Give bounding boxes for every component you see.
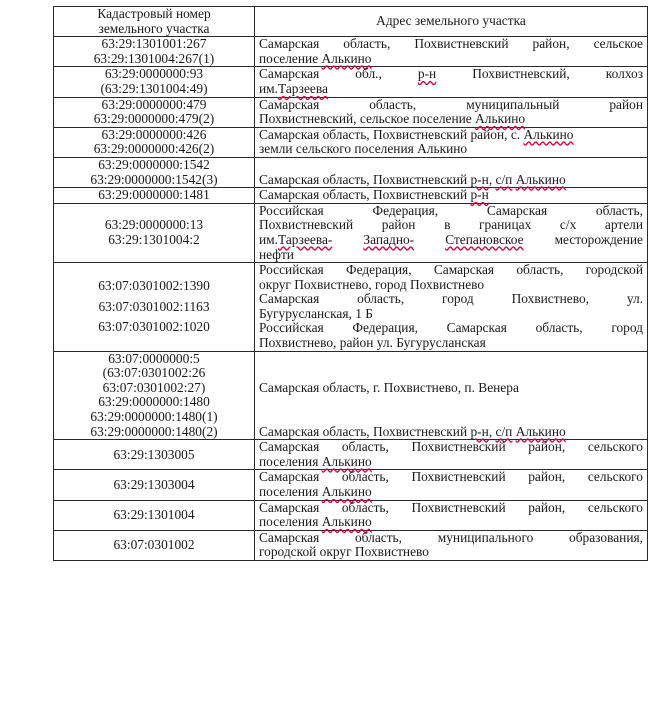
address-cell: Самарская область, муниципального образования, городской округ Похвистнево: [255, 530, 648, 560]
address-cell: Самарская область, г. Похвистнево, п. Венера Самарская область, Похвистневский р-н, с/п Алькино: [255, 351, 648, 440]
cadastral-number-cell: 63:29:0000000:1481: [54, 188, 255, 204]
table-row: [54, 127, 648, 157]
underlined-word: Алькино: [321, 453, 372, 469]
underlined-word: с/п: [495, 423, 513, 439]
underlined-word: Алькино: [321, 50, 372, 66]
address-cell: Самарская область, Похвистневский р-н, с/п Алькино: [255, 157, 648, 187]
underlined-word: Алькино: [515, 423, 566, 439]
address-cell: Российская Федерация, Самарская область, городской округ Похвистнево, город Похвистнево Самарская область, город Похвистнево, ул. Бугурусланская, 1 Б Российская Федерация, Самарская область, город Похвистнево, район ул. Бугурусланская: [255, 263, 648, 352]
address-cell: Самарская область, Похвистневский район, сельского поселения Алькино: [255, 470, 648, 500]
table-row: [54, 203, 648, 262]
table-row: [54, 157, 648, 187]
underlined-word: р-н: [470, 171, 489, 187]
underlined-word: р-н: [417, 66, 437, 82]
cadastral-number-cell: 63:07:0301002:1390 63:07:0301002:1163 63:07:0301002:1020: [54, 263, 255, 352]
cadastral-number-cell: 63:29:0000000:93 (63:29:1301004:49): [54, 67, 255, 97]
address-cell: Самарская область, Похвистневский район, с. Алькино земли сельского поселения Алькино: [255, 127, 648, 157]
cadastral-number-cell: 63:29:0000000:13 63:29:1301004:2: [54, 203, 255, 262]
table-row: [54, 263, 648, 352]
table-row: [54, 470, 648, 500]
address-cell: Самарская область, Похвистневский р-н: [255, 188, 648, 204]
cadastral-table: [53, 6, 648, 561]
cadastral-number-cell: 63:29:1303004: [54, 470, 255, 500]
table-row: [54, 351, 648, 440]
underlined-word: Алькино: [523, 126, 574, 142]
table-row: [54, 37, 648, 67]
table-row: [54, 440, 648, 470]
underlined-word: Алькино: [321, 484, 372, 499]
cadastral-number-cell: 63:07:0301002: [54, 530, 255, 560]
address-cell: Самарская область, муниципальный район Похвистневский, сельское поселение Алькино: [255, 97, 648, 127]
cadastral-number-cell: 63:07:0000000:5 (63:07:0301002:26 63:07:0301002:27) 63:29:0000000:1480 63:29:0000000:1480(1) 63:29:0000000:1480(2): [54, 351, 255, 440]
underlined-word: Алькино: [475, 111, 526, 127]
cadastral-number-cell: 63:29:0000000:426 63:29:0000000:426(2): [54, 127, 255, 157]
header-row: [54, 7, 648, 37]
cadastral-number-cell: 63:29:1301001:267 63:29:1301004:267(1): [54, 37, 255, 67]
underlined-word: с/п: [495, 171, 513, 187]
underlined-word: р-н: [470, 423, 489, 439]
header-address: Адрес земельного участка: [255, 7, 648, 37]
address-cell: Самарская область, Похвистневский район, сельское поселение Алькино: [255, 37, 648, 67]
address-cell: Самарская область, Похвистневский район, сельского поселения Алькино: [255, 500, 648, 530]
table-row: [54, 500, 648, 530]
underlined-word: Тарзеева: [278, 80, 328, 96]
cadastral-number-cell: 63:29:0000000:479 63:29:0000000:479(2): [54, 97, 255, 127]
underlined-word: Степановское: [445, 231, 524, 247]
address-cell: Самарская обл., р-н Похвистневский, колхоз им.Тарзеева: [255, 67, 648, 97]
cadastral-number-cell: 63:29:1303005: [54, 440, 255, 470]
underlined-word: Тарзеева-: [278, 231, 333, 247]
cadastral-number-cell: 63:29:1301004: [54, 500, 255, 530]
address-cell: Российская Федерация, Самарская область, Похвистневский район в границах с/х артели им.Тарзеева- Западно- Степановское месторождение нефти: [255, 203, 648, 262]
cadastral-number-cell: 63:29:0000000:1542 63:29:0000000:1542(3): [54, 157, 255, 187]
table-row: [54, 97, 648, 127]
underlined-word: р-н: [470, 187, 489, 203]
underlined-word: Алькино: [321, 514, 372, 530]
underlined-word: Западно-: [363, 231, 415, 247]
address-cell: Самарская область, Похвистневский район, сельского поселения Алькино: [255, 440, 648, 470]
table-row: [54, 530, 648, 560]
table-row: [54, 188, 648, 204]
underlined-word: Алькино: [515, 171, 566, 187]
header-cadastral-number: Кадастровый номер земельного участка: [54, 7, 255, 37]
table-row: [54, 67, 648, 97]
